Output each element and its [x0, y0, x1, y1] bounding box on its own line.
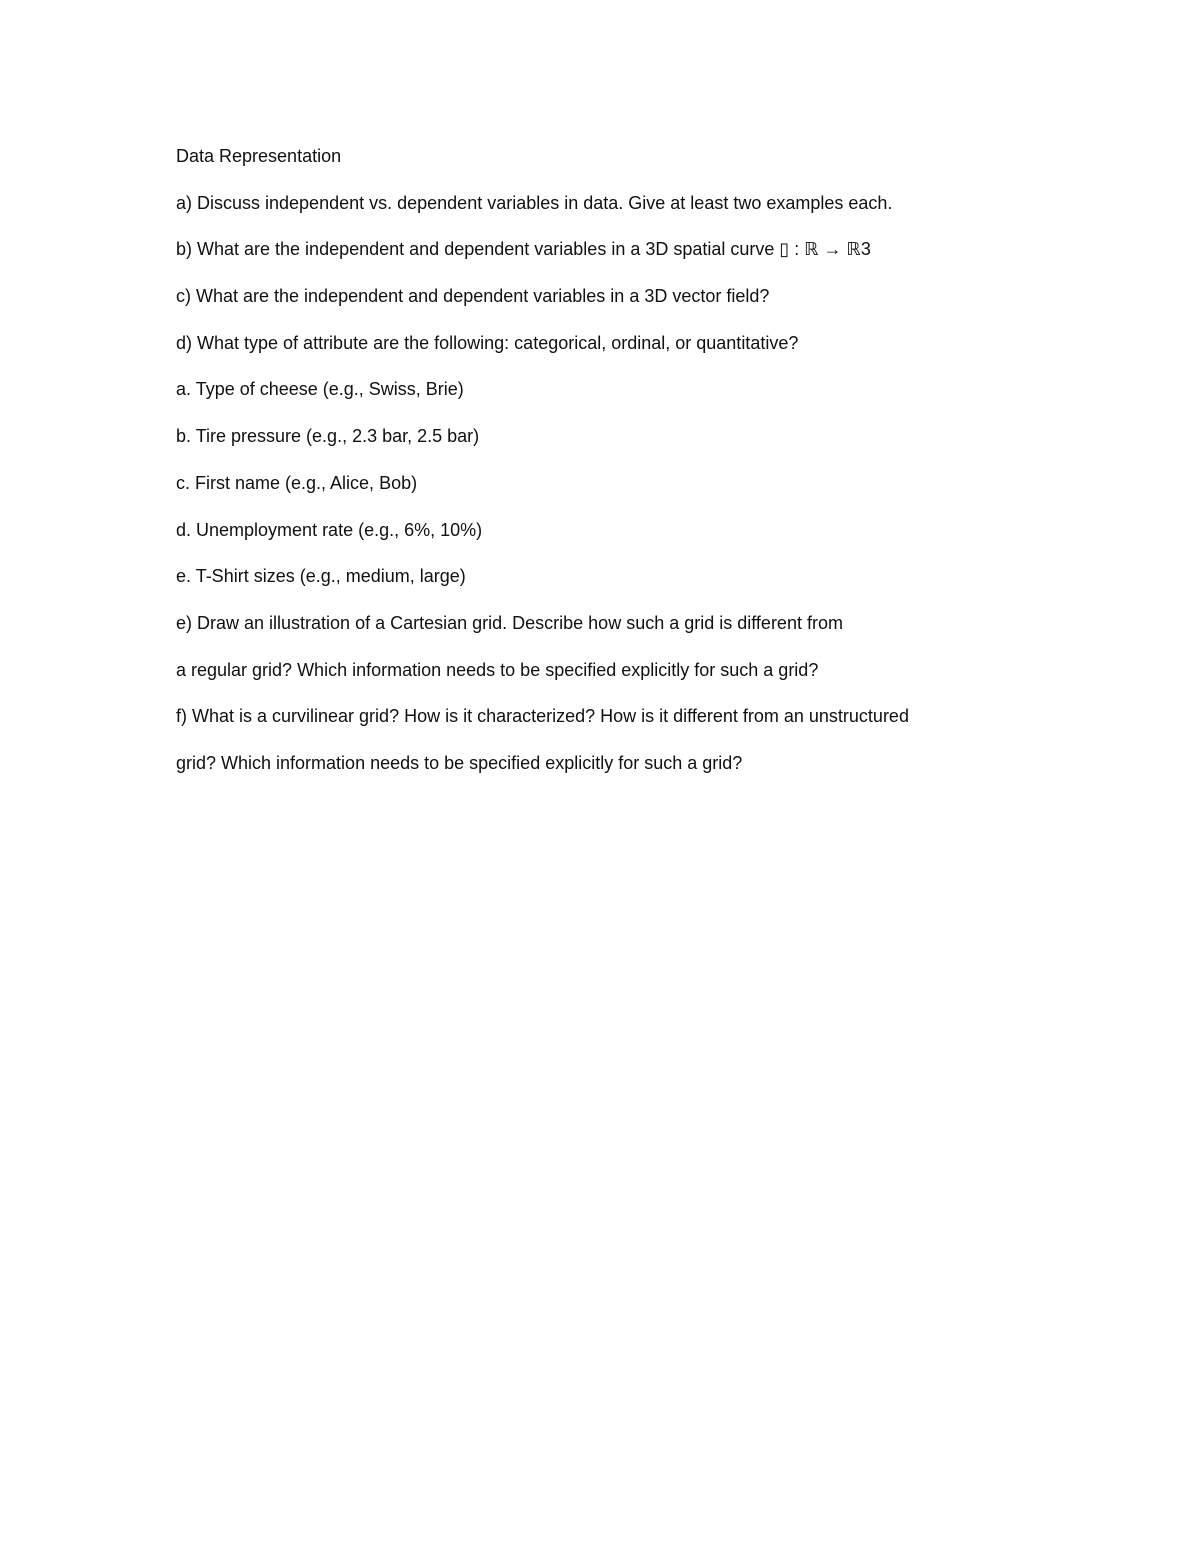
- question-d: d) What type of attribute are the following: categorical, ordinal, or quantitative?: [176, 332, 799, 353]
- sub-item-d: d. Unemployment rate (e.g., 6%, 10%): [176, 519, 483, 540]
- sub-item-a: a. Type of cheese (e.g., Swiss, Brie): [176, 379, 464, 400]
- sub-item-b: b. Tire pressure (e.g., 2.3 bar, 2.5 bar): [176, 426, 480, 447]
- sub-item-c: c. First name (e.g., Alice, Bob): [176, 472, 418, 493]
- sub-item-e: e. T-Shirt sizes (e.g., medium, large): [176, 566, 466, 587]
- question-f-line-1: f) What is a curvilinear grid? How is it characterized? How is it different from an unstructured: [176, 706, 909, 727]
- question-e-line-2: a regular grid? Which information needs to be specified explicitly for such a grid?: [176, 659, 819, 680]
- document-title: Data Representation: [176, 146, 342, 166]
- document-body: [176, 142, 1156, 796]
- question-a: a) Discuss independent vs. dependent variables in data. Give at least two examples each.: [176, 192, 893, 213]
- question-f-line-2: grid? Which information needs to be specified explicitly for such a grid?: [176, 752, 743, 773]
- question-e-line-1: e) Draw an illustration of a Cartesian grid. Describe how such a grid is different from: [176, 612, 843, 633]
- question-c: c) What are the independent and dependent variables in a 3D vector field?: [176, 286, 770, 307]
- question-b: b) What are the independent and dependent variables in a 3D spatial curve ▯ : ℝ → ℝ3: [176, 239, 871, 260]
